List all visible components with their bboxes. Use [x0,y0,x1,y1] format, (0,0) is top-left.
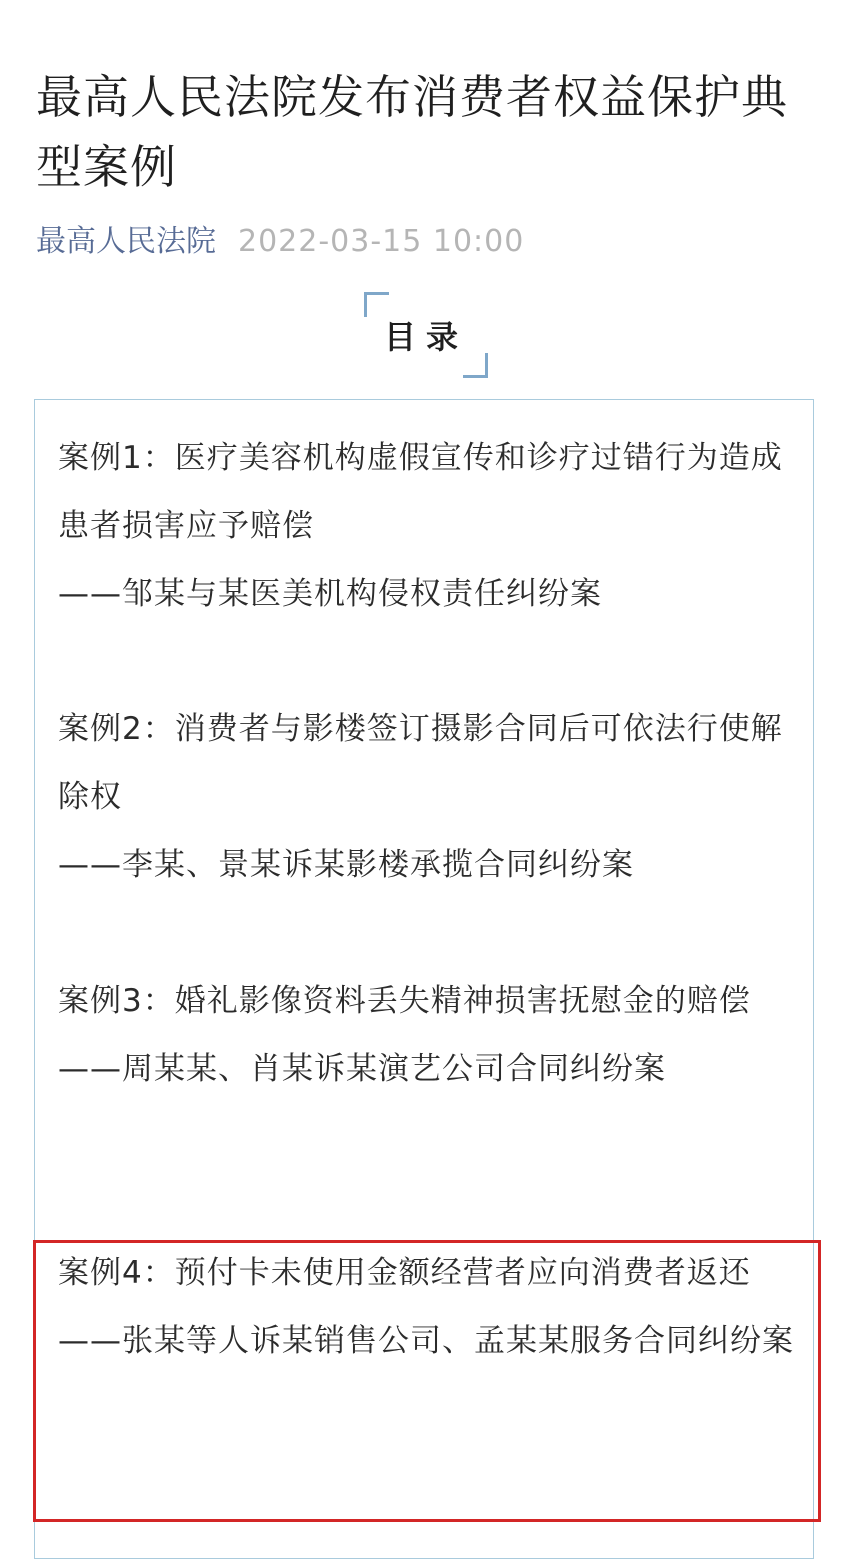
author-link[interactable]: 最高人民法院 [36,224,216,259]
article-title: 最高人民法院发布消费者权益保护典型案例 [36,70,788,194]
toc-case-4[interactable] [58,1239,798,1375]
toc-case-3[interactable] [58,967,798,1103]
toc-heading [364,292,488,378]
case-subtitle: ——周某某、肖某诉某演艺公司合同纠纷案 [58,1051,666,1087]
case-title: 案例4：预付卡未使用金额经营者应向消费者返还 [58,1255,751,1291]
bracket-bottom-right-icon [463,353,488,378]
case-title: 案例3：婚礼影像资料丢失精神损害抚慰金的赔偿 [58,983,751,1019]
toc-case-2[interactable] [58,695,798,899]
article-meta [36,222,524,262]
toc-case-1[interactable] [58,424,798,628]
publish-time: 2022-03-15 10:00 [238,224,525,259]
case-title: 案例2：消费者与影楼签订摄影合同后可依法行使解除权 [58,711,783,815]
toc-heading-label: 目录 [383,318,468,356]
case-subtitle: ——张某等人诉某销售公司、孟某某服务合同纠纷案 [58,1323,794,1359]
case-subtitle: ——李某、景某诉某影楼承揽合同纠纷案 [58,847,634,883]
case-title: 案例1：医疗美容机构虚假宣传和诊疗过错行为造成患者损害应予赔偿 [58,440,783,544]
case-subtitle: ——邹某与某医美机构侵权责任纠纷案 [58,576,602,612]
